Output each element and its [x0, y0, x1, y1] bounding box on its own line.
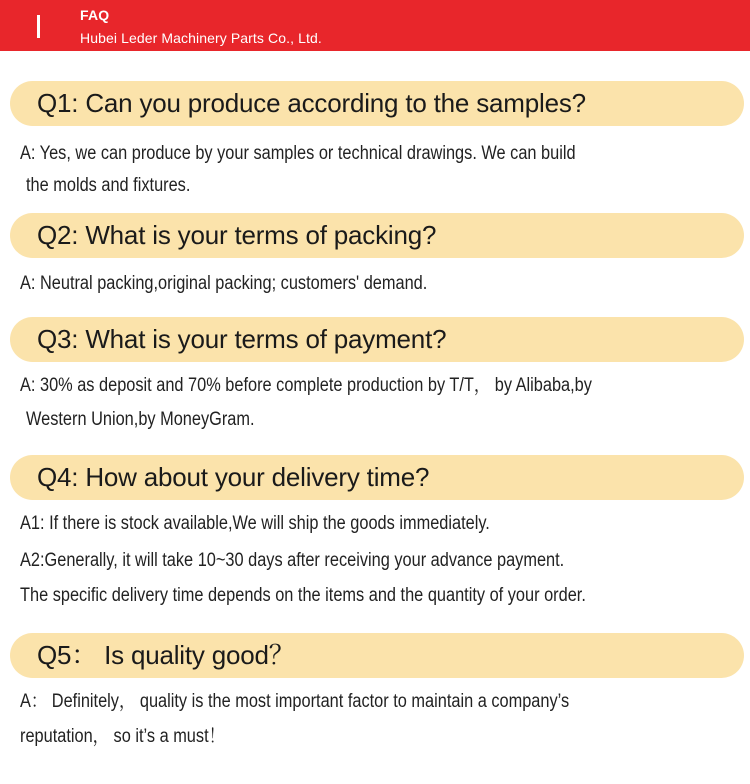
answer-2-line-1: A: Neutral packing,original packing; customers' demand.: [20, 273, 428, 294]
header-accent-bar: [37, 15, 40, 38]
answer-4-line-3: The specific delivery time depends on the items and the quantity of your order.: [20, 585, 586, 606]
company-name: Hubei Leder Machinery Parts Co., Ltd.: [80, 30, 322, 46]
answer-4-line-2: A2:Generally, it will take 10~30 days after receiving your advance payment.: [20, 550, 565, 571]
answer-3-line-1: A: 30% as deposit and 70% before complete production by T/T， by Alibaba,by: [20, 375, 592, 396]
question-5: Q5： Is quality good？: [37, 640, 295, 670]
question-1: Q1: Can you produce according to the samples?: [37, 88, 586, 118]
question-2: Q2: What is your terms of packing?: [37, 220, 437, 250]
answer-1-line-1: A: Yes, we can produce by your samples or technical drawings. We can build: [20, 143, 576, 164]
question-4: Q4: How about your delivery time?: [37, 462, 430, 492]
header-banner: [0, 0, 750, 51]
answer-1-line-2: the molds and fixtures.: [26, 175, 191, 196]
answer-3-line-2: Western Union,by MoneyGram.: [26, 409, 255, 430]
header-title: FAQ: [80, 7, 110, 23]
question-5-pill: [10, 633, 744, 678]
answer-4-line-1: A1: If there is stock available,We will ship the goods immediately.: [20, 513, 490, 534]
question-2-pill: [10, 213, 744, 258]
answer-5-line-1: A： Definitely， quality is the most important factor to maintain a company’s: [20, 691, 570, 712]
answer-5-line-2: reputation， so it’s a must！: [20, 726, 225, 747]
question-3: Q3: What is your terms of payment?: [37, 324, 447, 354]
question-1-pill: [10, 81, 744, 126]
question-4-pill: [10, 455, 744, 500]
question-3-pill: [10, 317, 744, 362]
